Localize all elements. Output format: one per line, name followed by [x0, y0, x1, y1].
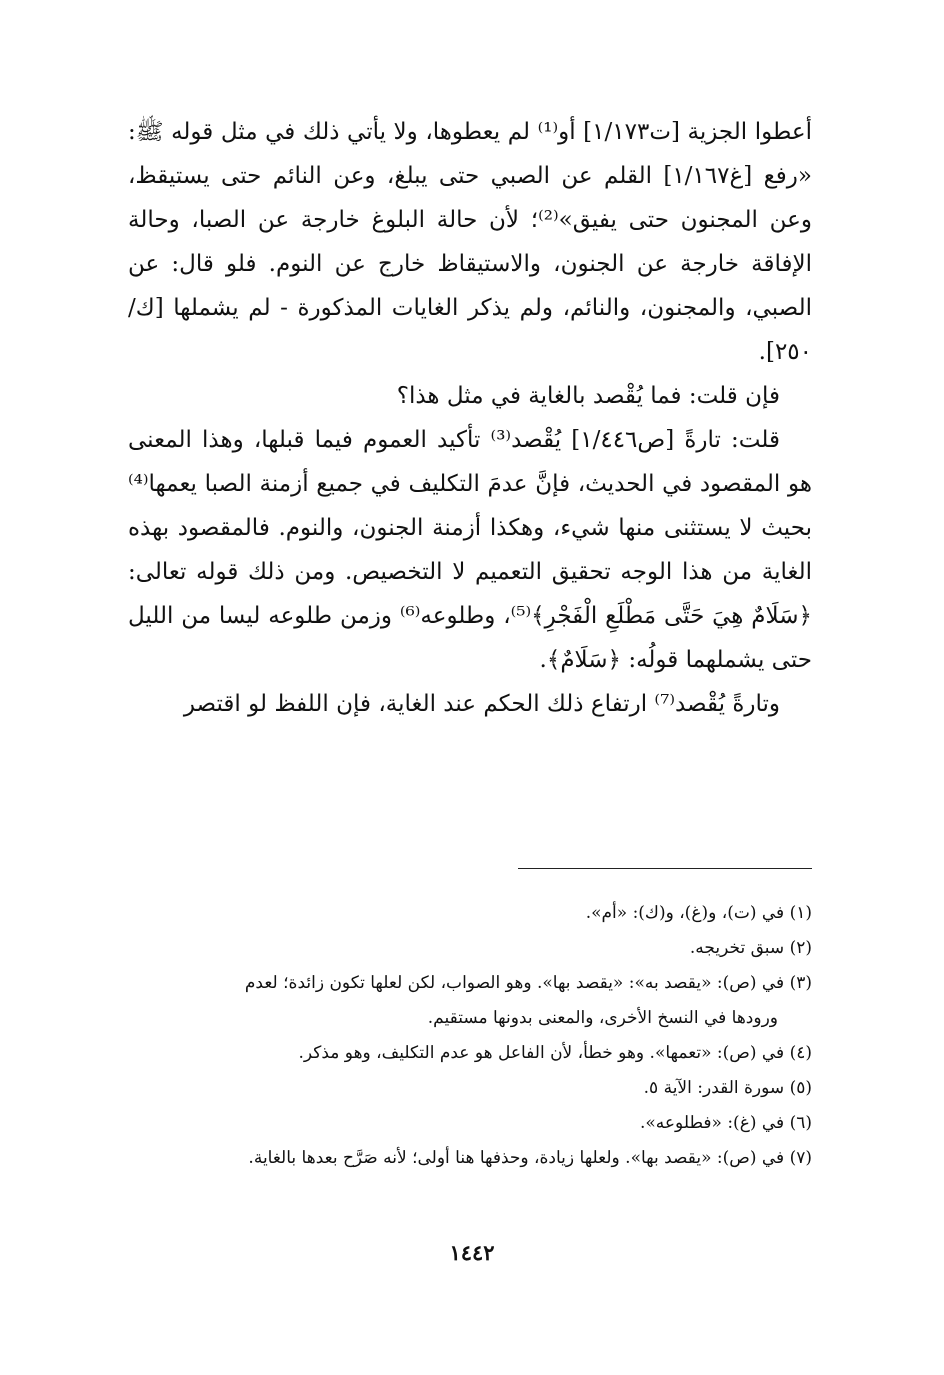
footnotes: [128, 896, 812, 1176]
paragraph-4: وتارةً يُقْصد⁽⁷⁾ ارتفاع ذلك الحكم عند الغاية، فإن اللفظ لو اقتصر: [183, 691, 780, 717]
footnote-text: في (ص): «تعمها». وهو خطأ، لأن الفاعل هو عدم التكليف، وهو مذكر.: [298, 1043, 785, 1063]
page-number: ١٤٤٢: [449, 1240, 495, 1265]
footnote-number: (٦): [789, 1113, 812, 1133]
footnote-separator: [518, 868, 812, 869]
footnote-number: (٢): [789, 938, 812, 958]
footnote-continuation: ورودها في النسخ الأخرى، والمعنى بدونها مستقيم.: [427, 1008, 778, 1028]
footnote-text: سورة القدر: الآية ٥.: [643, 1078, 785, 1098]
footnote-text: سبق تخريجه.: [689, 938, 785, 958]
footnote-number: (١): [789, 903, 812, 923]
footnote-text: في (ص): «يقصد به»: «يقصد بها». وهو الصواب، لكن لعلها تكون زائدة؛ لعدم: [244, 973, 785, 993]
footnote-text: في (ت)، و(غ)، و(ك): «أم».: [585, 903, 785, 923]
footnote-number: (٤): [789, 1043, 812, 1063]
footnote-6: [128, 1106, 812, 1141]
main-text: [128, 110, 812, 726]
paragraph-1: أعطوا الجزية [ت١/١٧٣] أو⁽¹⁾ لم يعطوها، ولا يأتي ذلك في مثل قوله ﷺ: «رفع [غ١/١٦٧] القلم عن الصبي حتى يبلغ، وعن النائم حتى يستيقظ، وعن المجنون حتى يفيق»⁽²⁾؛ لأن حالة البلوغ خارجة عن الصبا، وحالة الإفاقة خارجة عن الجنون، والاستيقاظ خارج عن النوم. فلو قال: عن الصبي، والمجنون، والنائم، ولم يذكر الغايات المذكورة - لم يشملها [ك/٢٥٠].: [128, 119, 812, 365]
footnote-1: [128, 896, 812, 931]
footnote-4: [128, 1036, 812, 1071]
footnote-7: [128, 1141, 812, 1176]
paragraph-2: فإن قلت: فما يُقْصد بالغاية في مثل هذا؟: [396, 383, 780, 409]
footnote-3: [128, 966, 812, 1036]
footnote-text: في (غ): «فطلوعه».: [639, 1113, 785, 1133]
footnote-number: (٣): [789, 973, 812, 993]
footnote-5: [128, 1071, 812, 1106]
footnote-number: (٥): [789, 1078, 812, 1098]
footnote-text: في (ص): «يقصد بها». ولعلها زيادة، وحذفها هنا أولى؛ لأنه صَرَّح بعدها بالغاية.: [248, 1148, 785, 1168]
paragraph-3: قلت: تارةً [ص١/٤٤٦] يُقْصد⁽³⁾ تأكيد العموم فيما قبلها، وهذا المعنى هو المقصود في الحديث، فإنَّ عدمَ التكليف في جميع أزمنة الصبا يعمها⁽⁴⁾ بحيث لا يستثنى منها شيء، وهكذا أزمنة الجنون، والنوم. فالمقصود بهذه الغاية من هذا الوجه تحقيق التعميم لا التخصيص. ومن ذلك قوله تعالى: ﴿سَلَامٌ هِيَ حَتَّى مَطْلَعِ الْفَجْرِ﴾⁽⁵⁾، وطلوعه⁽⁶⁾ وزمن طلوعه ليسا من الليل حتى يشملهما قولُه: ﴿سَلَامٌ﴾.: [128, 427, 813, 673]
footnote-2: [128, 931, 812, 966]
footnote-number: (٧): [789, 1148, 812, 1168]
